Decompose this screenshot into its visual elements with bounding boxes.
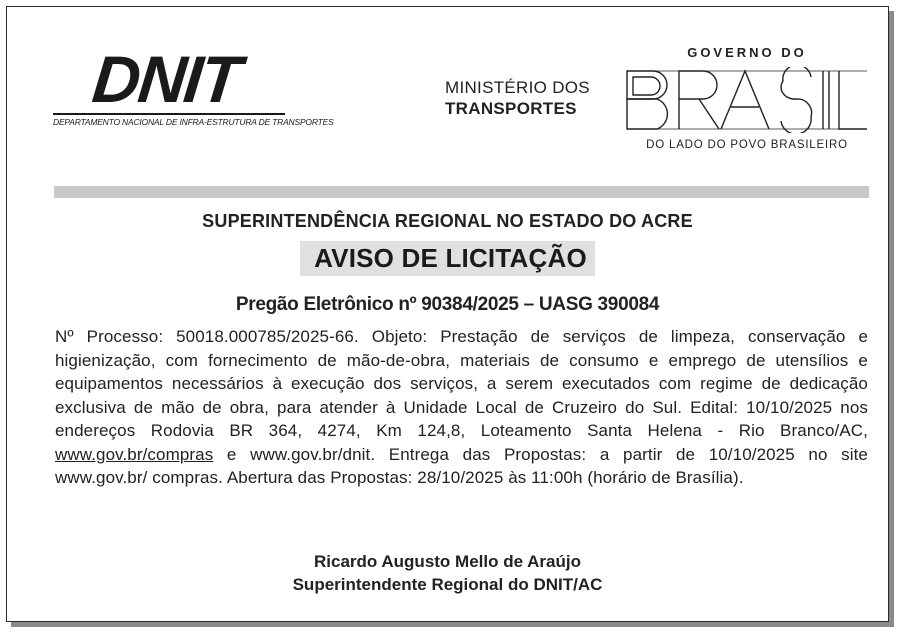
- signature-block: [7, 550, 888, 596]
- ministry-line2: TRANSPORTES: [445, 99, 577, 118]
- dnit-logo-text: DNIT: [89, 42, 243, 116]
- dnit-subtitle: DEPARTAMENTO NACIONAL DE INFRA-ESTRUTURA DE TRANSPORTES: [53, 113, 285, 127]
- gov-slogan: DO LADO DO POVO BRASILEIRO: [646, 139, 848, 151]
- signer-role: Superintendente Regional do DNIT/AC: [292, 575, 603, 594]
- ministry-logo: [445, 78, 590, 119]
- body-part1: Nº Processo: 50018.000785/2025-66. Objeto: Prestação de serviços de limpeza, conservação e higienização, com fornecimento de mão-de-obra, materiais de consumo e emprego de utensílios e equipamentos necessários à execução dos serviços, a serem executados com regime de dedicação exclusiva de mão de obra, para atender à Unidade Local de Cruzeiro do Sul. Edital: 10/10/2025 nos endereços Rodovia BR 364, 4274, Km 124,8, Loteamento Santa Helena - Rio Branco/AC,: [55, 327, 868, 440]
- signer-name: Ricardo Augusto Mello de Araújo: [314, 552, 581, 571]
- notice-body: [55, 325, 868, 490]
- notice-frame: [6, 6, 889, 622]
- brasil-logo-icon: [623, 67, 869, 133]
- ministry-line1: MINISTÉRIO DOS: [445, 78, 590, 97]
- notice-title: AVISO DE LICITAÇÃO: [300, 241, 595, 276]
- superintendence-heading: SUPERINTENDÊNCIA REGIONAL NO ESTADO DO ACRE: [202, 211, 693, 231]
- dnit-logo: [47, 42, 334, 131]
- header-divider: [54, 186, 869, 198]
- compras-link[interactable]: www.gov.br/compras: [55, 444, 214, 464]
- notice-subtitle: Pregão Eletrônico nº 90384/2025 – UASG 390084: [235, 294, 660, 315]
- gov-top-text: GOVERNO DO: [687, 45, 807, 60]
- body-part2: e www.gov.br/dnit. Entrega das Propostas: a partir de 10/10/2025 no site www.gov.br/ compras. Abertura das Propostas: 28/10/2025 às 11:00h (horário de Brasília).: [55, 444, 868, 487]
